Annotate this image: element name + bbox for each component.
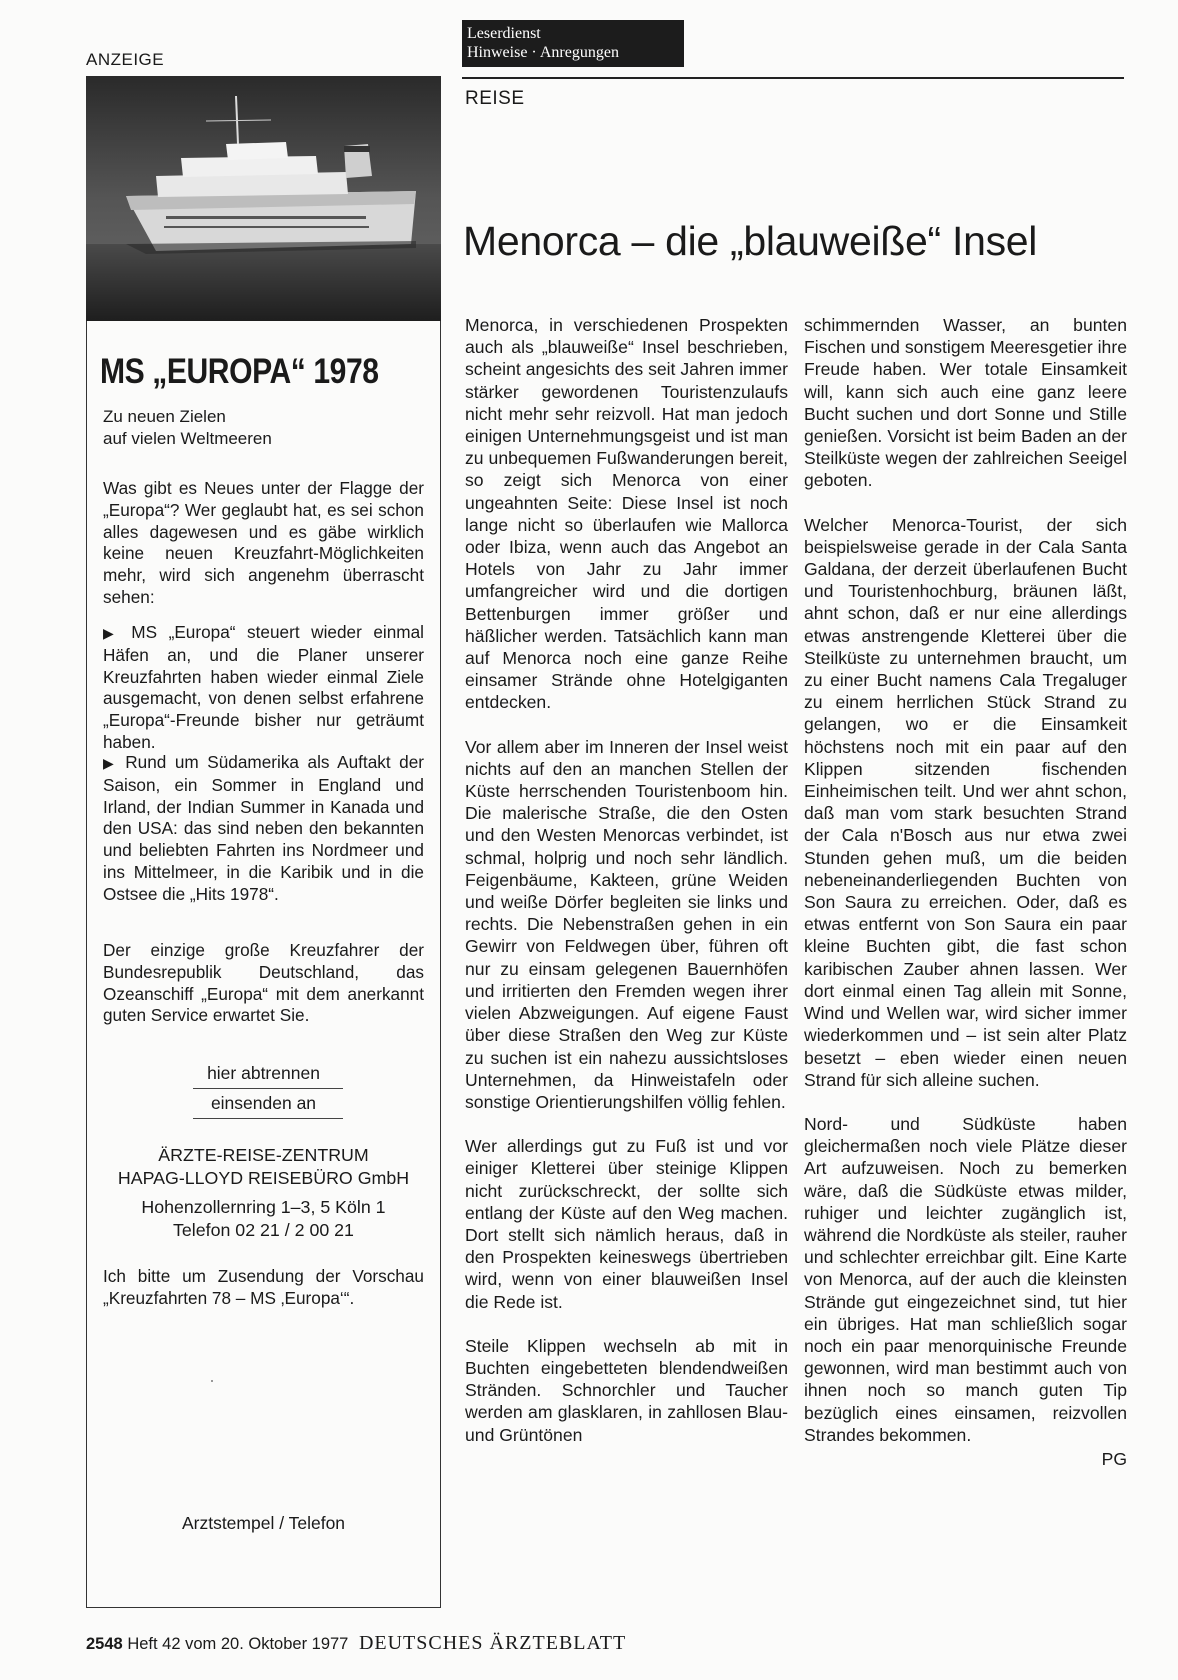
address-line-2: HAPAG-LLOYD REISEBÜRO GmbH (117, 1168, 410, 1188)
triangle-bullet-icon: ▶ (103, 625, 132, 641)
article-headline: Menorca – die „blauweiße“ Insel (463, 218, 1038, 264)
article-paragraph: Welcher Menorca-Tourist, der sich beispielsweise gerade in der Cala Santa Galdana, der derzeit überlaufenen Bucht und Touristenhochburg, bräunen läßt, ahnt schon, daß er nur eine allerdings etwas anstrengende Kletterei über die Steilküste zu unternehmen braucht, um zu einer Bucht namens Cala Tregaluger zu einem herrlichen Stück Strand zu gelangen, wo er die Einsamkeit höchstens noch mit ein paar auf den Klippen sitzenden fischenden Einheimischen teilt. Und wer ahnt schon, daß man vom stark besuchten Strand der Cala n'Bosch aus nur etwa zwei Stunden gehen muß, um die beiden nebeneinanderliegenden Buchten von Son Saura zu erreichen. Oder, daß es etwas entfernt von Son Saura ein paar kleine Buchten gibt, die fast schon karibischen Zauber ahnen lassen. Wer dort einmal einen Tag allein mit Sonne, Wind und Wellen war, wird sicher immer wiederkommen und – ist sein alter Platz besetzt – eben wieder einen neuen Strand für sich alleine suchen. (804, 514, 1127, 1090)
article-paragraph: Steile Klippen wechseln ab mit in Buchten eingebetteten blendendweißen Stränden. Schnorchler und Taucher werden am glasklaren, in zahllosen Blau- und Grüntönen (465, 1335, 788, 1445)
header-rule (462, 77, 1124, 79)
page-footer (86, 1632, 626, 1655)
ad-label: ANZEIGE (86, 50, 165, 69)
article-paragraph: Wer allerdings gut zu Fuß ist und vor einiger Kletterei über steinige Klippen nicht zurückschreckt, der sollte sich entlang der Küste auf den Weg machen. Dort stellt sich nämlich heraus, daß in den Prospekten keineswegs übertrieben wird, wenn von einer blauweißen Insel die Rede ist. (465, 1136, 788, 1312)
ad-point-2 (103, 752, 424, 906)
article-paragraph: Nord- und Südküste haben gleichermaßen noch viele Plätze dieser Art aufzuweisen. Noch zu bemerken wäre, daß die Südküste etwas milder, ruhiger und leichter zugänglich ist, während die Nordküste als steiler, rauher und schlechter erreichbar gilt. Eine Karte von Menorca, auf der auch die kleinsten Strände gut eingezeichnet sind, tut hier ein übriges. Hat man schließlich sogar noch ein paar menorquinische Freunde gewonnen, wird man bestimmt auch von ihnen noch so manch guten Tip bezüglich eines einsamen, reizvollen Strandes bekommen. (804, 1113, 1127, 1445)
ad-point-2-text: Rund um Südamerika als Auftakt der Saison, ein Sommer in England und Irland, der Indian Summer in Kanada und den USA: das sind neben den bekannten und beliebten Fahrten ins Nordmeer und ins Mittelmeer, in die Karibik und in die Ostsee die „Hits 1978“. (103, 752, 425, 904)
address-line-4: Telefon 02 21 / 2 00 21 (173, 1220, 354, 1240)
ad-intro: Was gibt es Neues unter der Flagge der „Europa“? Wer geglaubt hat, es sei schon alles dagewesen und es gäbe wirklich keine neuen Kreuzfahrt-Möglichkeiten mehr, wird sich angenehm überrascht sehen: (103, 478, 424, 607)
article-paragraph: Vor allem aber im Inneren der Insel weist nichts auf den an manchen Stellen der Küste herrschenden Touristenboom hin. Die malerische Straße, die den Osten und den Westen Menorcas verbindet, ist schmal, holprig und noch sehr ländlich. Feigenbäume, Kakteen, grüne Weiden und weiße Dörfer begleiten sie links und rechts. Die Nebenstraßen gehen in ein Gewirr von Feldwegen über, führen oft nur zu einsam gelegenen Bauernhöfen und irritierten den Fremden wegen ihrer vielen Abzweigungen. Auf eigene Faust über diese Straßen den Weg zur Küste zu suchen ist ein nahezu aussichtsloses Unternehmen, da Hinweistafeln oder sonstige Orientierungshilfen völlig fehlen. (465, 736, 788, 1112)
leserdienst-badge (462, 20, 684, 67)
send-to-label: einsenden an (210, 1093, 317, 1113)
cut-line-label: hier abtrennen (207, 1063, 320, 1083)
article-column-2 (804, 314, 1127, 1470)
article-paragraph: schimmernden Wasser, an bunten Fischen und sonstigem Meeresgetier ihre Freude haben. Wer totale Einsamkeit will, kann sich auch eine ganz leere Bucht suchen und dort Sonne und Stille genießen. Vorsicht ist beim Baden an der Steilküste wegen der zahlreichen Seeigel geboten. (804, 315, 1127, 491)
journal-name: DEUTSCHES ÄRZTEBLATT (358, 1632, 627, 1654)
stamp-mark (211, 1380, 213, 1382)
ad-subtitle-line1: Zu neuen Zielen (103, 407, 226, 426)
cut-line (193, 1088, 343, 1089)
article-signature: PG (1101, 1448, 1127, 1469)
triangle-bullet-icon: ▶ (103, 755, 126, 771)
leserdienst-line2: Hinweise · Anregungen (467, 44, 619, 61)
brochure-request: Ich bitte um Zusendung der Vorschau „Kreuzfahrten 78 – MS ‚Europa‘“. (103, 1266, 424, 1308)
ship-photo (86, 76, 441, 321)
send-line (193, 1118, 343, 1119)
page-number: 2548 (86, 1635, 123, 1653)
issue-info: Heft 42 vom 20. Oktober 1977 (127, 1635, 349, 1653)
address-block (103, 1144, 424, 1242)
address-line-3: Hohenzollernring 1–3, 5 Köln 1 (141, 1197, 386, 1217)
ad-point-1 (103, 622, 424, 754)
section-label: REISE (465, 88, 525, 109)
ad-point-1-text: MS „Europa“ steuert wieder einmal Häfen an, und die Planer unserer Kreuzfahrten haben wieder einmal Ziele ausgemacht, von denen selbst erfahrene „Europa“-Freunde bisher nur geträumt haben. (103, 622, 424, 752)
ad-subtitle-line2: auf vielen Weltmeeren (103, 429, 272, 448)
stamp-label: Arztstempel / Telefon (181, 1513, 346, 1533)
ad-closing: Der einzige große Kreuzfahrer der Bundesrepublik Deutschland, das Ozeanschiff „Europa“ mit dem anerkannt guten Service erwartet Sie. (103, 940, 424, 1026)
ad-subtitle (103, 406, 272, 450)
leserdienst-line1: Leserdienst (467, 25, 541, 42)
address-line-1: ÄRZTE-REISE-ZENTRUM (158, 1145, 369, 1165)
ad-title: MS „EUROPA“ 1978 (100, 352, 379, 391)
article-column-1 (465, 314, 788, 1468)
article-paragraph: Menorca, in verschiedenen Prospekten auch als „blauweiße“ Insel beschrieben, scheint angesichts des seit Jahren immer stärker gewordenen Touristenzulaufs nicht mehr sehr reizvoll. Hat man jedoch einigen Unternehmungsgeist und ist man zu unbequemen Fußwanderungen bereit, so zeigt sich Menorca von einer ungeahnten Seite: Diese Insel ist noch lange nicht so überlaufen wie Mallorca oder Ibiza, wenn auch das Angebot an Hotels von Jahr zu Jahr immer umfangreicher wird und die dortigen Bettenburgen immer größer und häßlicher werden. Tatsächlich kann man auf Menorca noch eine ganze Reihe einsamer Strände ohne Hotelgiganten entdecken. (465, 315, 788, 713)
